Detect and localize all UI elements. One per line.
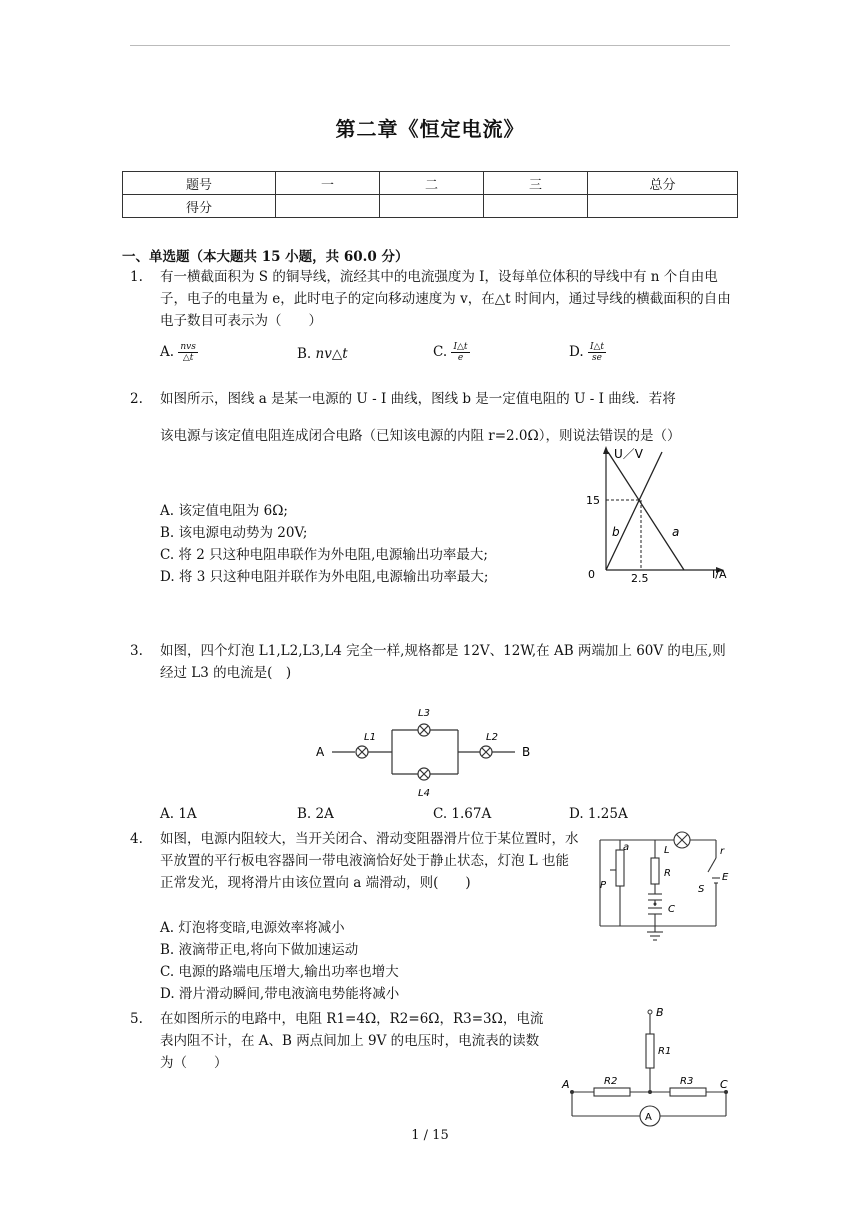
x-tick-label: 2.5 — [631, 572, 649, 582]
fraction — [588, 342, 606, 363]
denominator: △t — [182, 353, 194, 363]
numerator: nvs — [180, 342, 196, 352]
denominator: se — [592, 353, 602, 363]
q2-option-d: D. 将 3 只这种电阻并联作为外电阻,电源输出功率最大; — [160, 569, 489, 585]
node-a-label: A — [562, 1078, 570, 1091]
section-heading: 一、单选题（本大题共 15 小题，共 60.0 分） — [122, 249, 409, 265]
q4-option-c: C. 电源的路端电压增大,输出功率也增大 — [160, 964, 399, 980]
numerator: I△t — [589, 342, 605, 352]
question-text: 有一横截面积为 S 的铜导线，流经其中的电流强度为 I，设每单位体积的导线中有 n 个自由电子，电子的电量为 e，此时电子的定向移动速度为 v，在△t 时间内，通过导线的横截面积的自由电子数目可表示为（ ） — [160, 269, 731, 329]
switch-s-label: S — [698, 884, 705, 895]
score-header-row — [123, 172, 738, 195]
question-number: 4. — [130, 831, 143, 847]
q4-circuit-diagram — [590, 828, 740, 946]
q2-option-a: A. 该定值电阻为 6Ω; — [160, 503, 288, 519]
q3-option-c: C. 1.67A — [433, 806, 492, 822]
score-value-row — [123, 195, 738, 218]
q5-circuit-diagram — [556, 1002, 736, 1130]
q2-option-c: C. 将 2 只这种电阻串联作为外电阻,电源输出功率最大; — [160, 547, 488, 563]
option-label: C. — [433, 344, 448, 360]
resistor-r-label: R — [664, 868, 671, 879]
resistor-r1-label: R1 — [658, 1046, 672, 1057]
score-header-cell: 三 — [484, 172, 588, 195]
ammeter-label: A — [645, 1112, 652, 1123]
score-cell — [588, 195, 738, 218]
option-label: D. — [569, 344, 584, 360]
question-number: 3. — [130, 643, 143, 659]
lamp-l2-label: L2 — [486, 732, 498, 743]
score-cell — [484, 195, 588, 218]
resistor-r3-label: R3 — [680, 1076, 694, 1087]
q4-option-a: A. 灯泡将变暗,电源效率将减小 — [160, 920, 345, 936]
q3-circuit-diagram — [310, 700, 550, 800]
lamp-l4-label: L4 — [418, 788, 430, 799]
question-number: 2. — [130, 391, 143, 407]
option-label: A. — [160, 344, 175, 360]
capacitor-c-label: C — [668, 904, 675, 915]
origin-label: 0 — [588, 568, 595, 581]
score-row-label: 得分 — [123, 195, 276, 218]
resistor-r2-label: R2 — [604, 1076, 618, 1087]
score-header-cell: 总分 — [588, 172, 738, 195]
q4-option-d: D. 滑片滑动瞬间,带电液滴电势能将减小 — [160, 986, 400, 1002]
q4-option-b: B. 液滴带正电,将向下做加速运动 — [160, 942, 359, 958]
option-label: B. — [297, 346, 312, 362]
node-a-label: A — [316, 745, 325, 759]
q3-option-a: A. 1A — [160, 806, 197, 822]
lamp-l3-label: L3 — [418, 708, 430, 719]
numerator: I△t — [453, 342, 468, 352]
y-tick-label: 15 — [586, 494, 600, 507]
emf-e-label: E — [722, 872, 729, 883]
question-number: 5. — [130, 1011, 143, 1027]
question-text: 在如图所示的电路中，电阻 R1=4Ω，R2=6Ω，R3=3Ω，电流表内阻不计，在 A、B 两点间加上 9V 的电压时，电流表的读数为（ ） — [160, 1011, 544, 1071]
question-1 — [130, 266, 735, 332]
line-b-label: b — [612, 525, 620, 539]
q1-option-c — [433, 342, 470, 363]
line-a — [608, 452, 684, 570]
question-text: 如图，电源内阻较大，当开关闭合、滑动变阻器滑片位于某位置时，水平放置的平行板电容器间一带电液滴恰好处于静止状态，灯泡 L 也能正常发光，现将滑片由该位置向 a 端滑动，则( ) — [160, 831, 579, 891]
line-b — [606, 452, 662, 570]
question-text: 如图，四个灯泡 L1,L2,L3,L4 完全一样,规格都是 12V、12W,在 AB 两端加上 60V 的电压,则经过 L3 的电流是( ) — [160, 643, 726, 681]
q2-options — [160, 500, 540, 588]
question-3 — [130, 640, 735, 684]
score-cell — [276, 195, 380, 218]
page-title: 第二章《恒定电流》 — [335, 117, 525, 141]
slider-end-a-label: a — [623, 842, 630, 853]
q4-options — [160, 917, 540, 1005]
ui-graph-figure — [580, 442, 740, 582]
node-b-label: B — [522, 745, 531, 759]
lamp-l-label: L — [664, 845, 670, 856]
question-text-line: 该电源与该定值电阻连成闭合电路（已知该电源的内阻 r=2.0Ω），则说法错误的是（） — [160, 428, 681, 444]
score-header-cell: 二 — [380, 172, 484, 195]
node-c-label: C — [720, 1078, 728, 1091]
question-2 — [130, 388, 735, 410]
slider-p-label: P — [600, 880, 607, 891]
line-a-label: a — [672, 525, 680, 539]
fraction — [178, 342, 198, 363]
y-axis-label: U／V — [614, 447, 643, 461]
node-b-label: B — [656, 1006, 664, 1019]
header-rule — [130, 45, 730, 46]
question-text-line: 如图所示，图线 a 是某一电源的 U - I 曲线，图线 b 是一定值电阻的 U - I 曲线．若将 — [160, 391, 676, 407]
internal-r-label: r — [720, 846, 725, 857]
score-cell — [380, 195, 484, 218]
lamp-l1-label: L1 — [364, 732, 376, 743]
score-header-cell: 一 — [276, 172, 380, 195]
q3-option-d: D. 1.25A — [569, 806, 628, 822]
question-number: 1. — [130, 269, 143, 285]
fraction — [451, 342, 469, 363]
page-number: 1 / 15 — [411, 1128, 449, 1143]
x-axis-label: I/A — [712, 568, 727, 581]
q2-option-b: B. 该电源电动势为 20V; — [160, 525, 308, 541]
q1-option-a — [160, 342, 198, 363]
q1-option-b — [297, 346, 348, 362]
q1-option-d — [569, 342, 606, 363]
score-header-cell: 题号 — [123, 172, 276, 195]
score-table — [122, 171, 738, 218]
denominator: e — [457, 353, 464, 363]
option-text: nv△t — [315, 346, 348, 362]
q3-option-b: B. 2A — [297, 806, 334, 822]
